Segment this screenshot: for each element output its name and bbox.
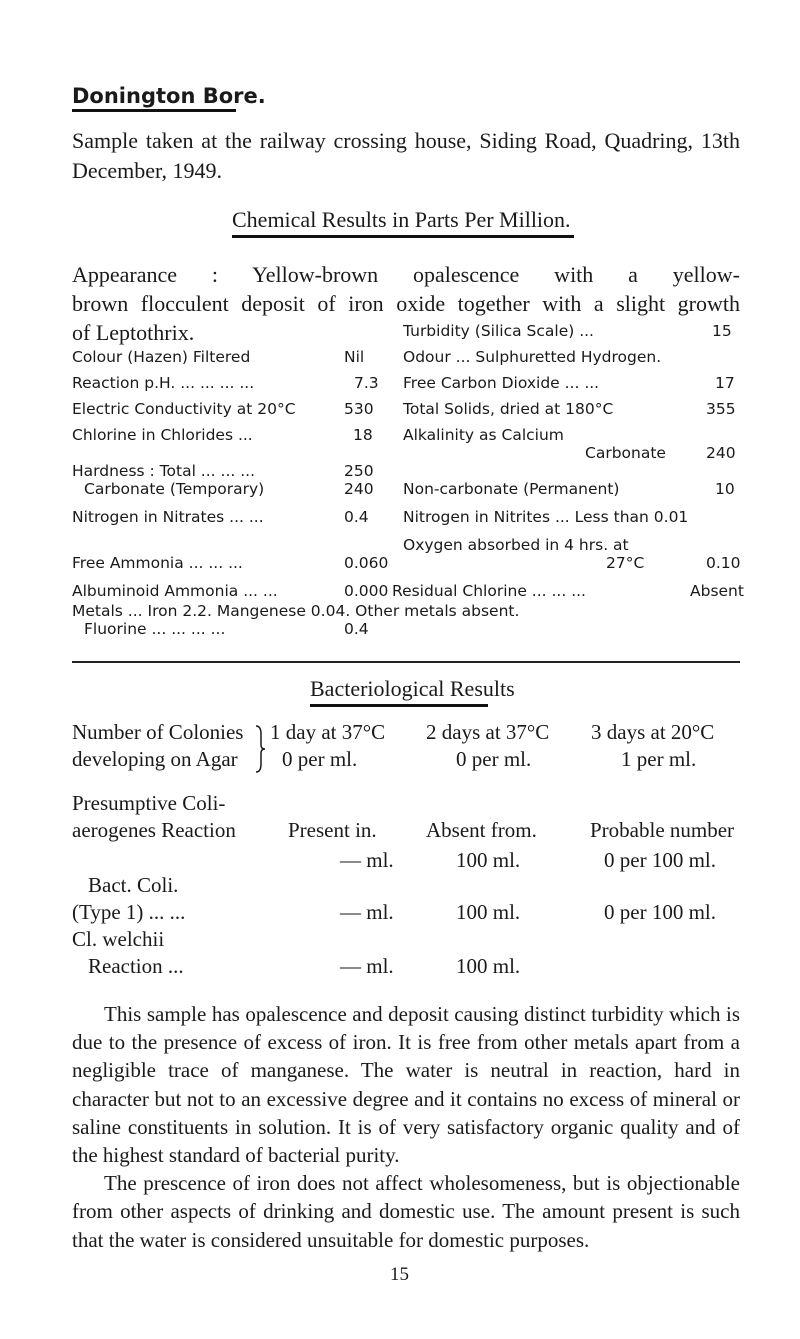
- residual-chlorine-label: Residual Chlorine ... ... ...: [392, 582, 586, 600]
- chlorine-label: Chlorine in Chlorides ...: [72, 426, 253, 444]
- row2-probable: 0 per 100 ml.: [604, 900, 716, 924]
- hardness-carbonate-value: 240: [344, 480, 374, 498]
- row3-present: — ml.: [340, 954, 394, 978]
- non-carbonate-label: Non-carbonate (Permanent): [403, 480, 620, 498]
- conductivity-label: Electric Conductivity at 20°C: [72, 400, 296, 418]
- oxygen-absorbed-label: Oxygen absorbed in 4 hrs. at: [403, 536, 629, 554]
- alkalinity-value: 240: [706, 444, 736, 462]
- appearance-line-3: of Leptothrix.: [72, 320, 195, 345]
- bacteriological-title-underline: [310, 704, 488, 707]
- colonies-label-2: developing on Agar: [72, 747, 238, 771]
- free-ammonia-label: Free Ammonia ... ... ...: [72, 554, 243, 572]
- nitrites-label: Nitrogen in Nitrites ... Less than 0.01: [403, 508, 689, 526]
- coli-label-2: aerogenes Reaction: [72, 818, 236, 842]
- albuminoid-label: Albuminoid Ammonia ... ...: [72, 582, 278, 600]
- hardness-carbonate-label: Carbonate (Temporary): [84, 480, 265, 498]
- bacteriological-title: Bacteriological Results: [310, 676, 515, 701]
- hardness-total-label: Hardness : Total ... ... ...: [72, 462, 256, 480]
- row2-label-1: Bact. Coli.: [88, 873, 179, 897]
- absent-heading: Absent from.: [426, 818, 537, 842]
- non-carbonate-value: 10: [715, 480, 735, 498]
- oxygen-value: 0.10: [706, 554, 741, 572]
- albuminoid-value: 0.000: [344, 582, 389, 600]
- conclusion-text: [72, 1000, 740, 1254]
- col2-heading: 2 days at 37°C: [426, 720, 550, 744]
- col3-heading: 3 days at 20°C: [591, 720, 715, 744]
- heading-underline: [72, 109, 236, 112]
- ph-value: 7.3: [354, 374, 379, 392]
- total-solids-value: 355: [706, 400, 736, 418]
- col1-heading: 1 day at 37°C: [270, 720, 386, 744]
- section-divider: [72, 661, 740, 663]
- row2-label-2: (Type 1) ... ...: [72, 900, 186, 924]
- fluorine-value: 0.4: [344, 620, 369, 638]
- odour-label: Odour ... Sulphuretted Hydrogen.: [403, 348, 662, 366]
- row1-probable: 0 per 100 ml.: [604, 848, 716, 872]
- colour-value: Nil: [344, 348, 365, 366]
- page-number: 15: [390, 1264, 409, 1285]
- row1-present: — ml.: [340, 848, 394, 872]
- free-co2-value: 17: [715, 374, 735, 392]
- nitrates-label: Nitrogen in Nitrates ... ...: [72, 508, 264, 526]
- hardness-total-value: 250: [344, 462, 374, 480]
- total-solids-label: Total Solids, dried at 180°C: [403, 400, 614, 418]
- row2-present: — ml.: [340, 900, 394, 924]
- coli-label-1: Presumptive Coli-: [72, 791, 226, 815]
- page-heading: Donington Bore.: [72, 84, 266, 108]
- oxygen-temp-label: 27°C: [606, 554, 645, 572]
- metals-line: Metals ... Iron 2.2. Mangenese 0.04. Other metals absent.: [72, 602, 520, 620]
- free-co2-label: Free Carbon Dioxide ... ...: [403, 374, 600, 392]
- free-ammonia-value: 0.060: [344, 554, 389, 572]
- present-heading: Present in.: [288, 818, 377, 842]
- col2-value: 0 per ml.: [456, 747, 532, 771]
- turbidity-value: 15: [712, 322, 732, 340]
- col3-value: 1 per ml.: [621, 747, 697, 771]
- sample-info: Sample taken at the railway crossing house, Siding Road, Quadring, 13th December, 1949.: [72, 128, 740, 183]
- appearance-line-1: Appearance : Yellow-brown opalescence with a yellow-: [72, 262, 740, 287]
- row2-absent: 100 ml.: [456, 900, 521, 924]
- alkalinity-label: Alkalinity as Calcium: [403, 426, 564, 444]
- colonies-label-1: Number of Colonies: [72, 720, 244, 744]
- probable-heading: Probable number: [590, 818, 735, 842]
- row1-absent: 100 ml.: [456, 848, 521, 872]
- conductivity-value: 530: [344, 400, 374, 418]
- chemical-title-underline: [232, 235, 574, 238]
- turbidity-label: Turbidity (Silica Scale) ...: [403, 322, 594, 340]
- conclusion-paragraph-2: The prescence of iron does not affect wholesomeness, but is objectionable from other aspects of drinking and domestic use. The amount present is such that the water is considered unsuitable for domestic purposes.: [72, 1171, 740, 1252]
- alkalinity-carbonate-label: Carbonate: [585, 444, 666, 462]
- row3-absent: 100 ml.: [456, 954, 521, 978]
- row3-label-2: Reaction ...: [88, 954, 184, 978]
- residual-chlorine-value: Absent: [690, 582, 744, 600]
- nitrates-value: 0.4: [344, 508, 369, 526]
- col1-value: 0 per ml.: [282, 747, 358, 771]
- row3-label-1: Cl. welchii: [72, 927, 165, 951]
- conclusion-paragraph-1: This sample has opalescence and deposit causing distinct turbidity which is due to the presence of excess of iron. It is free from other metals apart from a negligible trace of manganese. The water is neutral in reaction, hard in character but not to an excessive degree and it contains no excess of mineral or saline constituents in solution. It is of very satisfactory organic quality and of the highest standard of bacterial purity.: [72, 1002, 740, 1168]
- colour-label: Colour (Hazen) Filtered: [72, 348, 251, 366]
- fluorine-label: Fluorine ... ... ... ...: [84, 620, 226, 638]
- chemical-results-title: Chemical Results in Parts Per Million.: [232, 207, 571, 232]
- appearance-line-2: brown flocculent deposit of iron oxide together with a slight growth: [72, 291, 740, 316]
- brace-icon: [254, 724, 266, 774]
- ph-label: Reaction p.H. ... ... ... ...: [72, 374, 255, 392]
- chlorine-value: 18: [353, 426, 373, 444]
